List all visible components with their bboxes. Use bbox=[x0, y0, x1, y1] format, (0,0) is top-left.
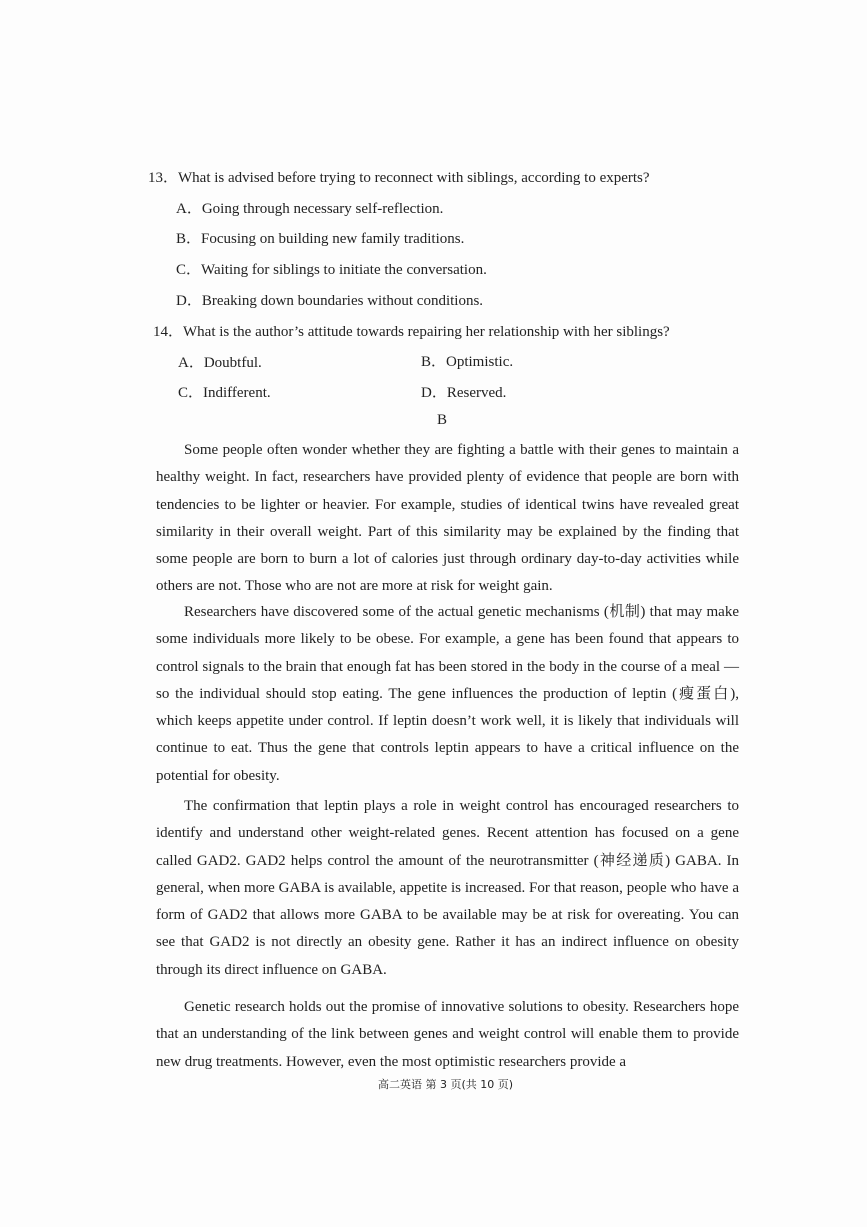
q14-option-b: B．Optimistic. bbox=[421, 354, 514, 370]
section-title: B bbox=[437, 412, 448, 428]
q13-option-c: C．Waiting for siblings to initiate the conversation. bbox=[176, 262, 487, 278]
question-number: 14． bbox=[153, 324, 184, 340]
question-14 bbox=[153, 322, 670, 342]
paragraph-2: Researchers have discovered some of the actual genetic mechanisms (机制) that may make some individuals more likely to be obese. For example, a gene has been found that appears to control signals to the brain that enough fat has been stored in the body in the course of a meal — so the individual should stop eating. The gene influences the production of leptin (瘦蛋白), which keeps appetite under control. If leptin doesn’t work well, it is likely that individuals will continue to eat. Thus the gene that controls leptin appears to have a critical influence on the potential for obesity. bbox=[156, 604, 739, 784]
q14-option-d: D．Reserved. bbox=[421, 385, 507, 401]
q13-option-b: B．Focusing on building new family traditions. bbox=[176, 231, 465, 247]
question-number: 13． bbox=[148, 170, 179, 186]
page-footer: 高二英语 第 3 页(共 10 页) bbox=[378, 1078, 514, 1091]
q13-option-a: A．Going through necessary self-reflection. bbox=[176, 201, 444, 217]
q14-option-a: A．Doubtful. bbox=[178, 355, 262, 371]
question-13 bbox=[148, 168, 650, 188]
question-text: What is the author’s attitude towards repairing her relationship with her siblings? bbox=[183, 324, 670, 340]
q13-option-d: D．Breaking down boundaries without conditions. bbox=[176, 293, 484, 309]
paragraph-1: Some people often wonder whether they are fighting a battle with their genes to maintain a healthy weight. In fact, researchers have provided plenty of evidence that people are born with tendencies to be lighter or heavier. For example, studies of identical twins have revealed great similarity in their overall weight. Part of this similarity may be explained by the finding that some people are born to burn a lot of calories just through ordinary day-to-day activities while others are not. Those who are not are more at risk for weight gain. bbox=[156, 442, 739, 595]
question-text: What is advised before trying to reconnect with siblings, according to experts? bbox=[178, 170, 650, 186]
paragraph-4: Genetic research holds out the promise of innovative solutions to obesity. Researchers hope that an understanding of the link between genes and weight control will enable them to provide new drug treatments. However, even the most optimistic researchers provide a bbox=[156, 999, 739, 1070]
paragraph-3: The confirmation that leptin plays a role in weight control has encouraged researchers to identify and understand other weight-related genes. Recent attention has focused on a gene called GAD2. GAD2 helps control the amount of the neurotransmitter (神经递质) GABA. In general, when more GABA is available, appetite is increased. For that reason, people who have a form of GAD2 that allows more GABA to be available may be at risk for overeating. You can see that GAD2 is not directly an obesity gene. Rather it has an indirect influence on obesity through its direct influence on GABA. bbox=[156, 798, 739, 978]
q14-option-c: C．Indifferent. bbox=[178, 385, 271, 401]
